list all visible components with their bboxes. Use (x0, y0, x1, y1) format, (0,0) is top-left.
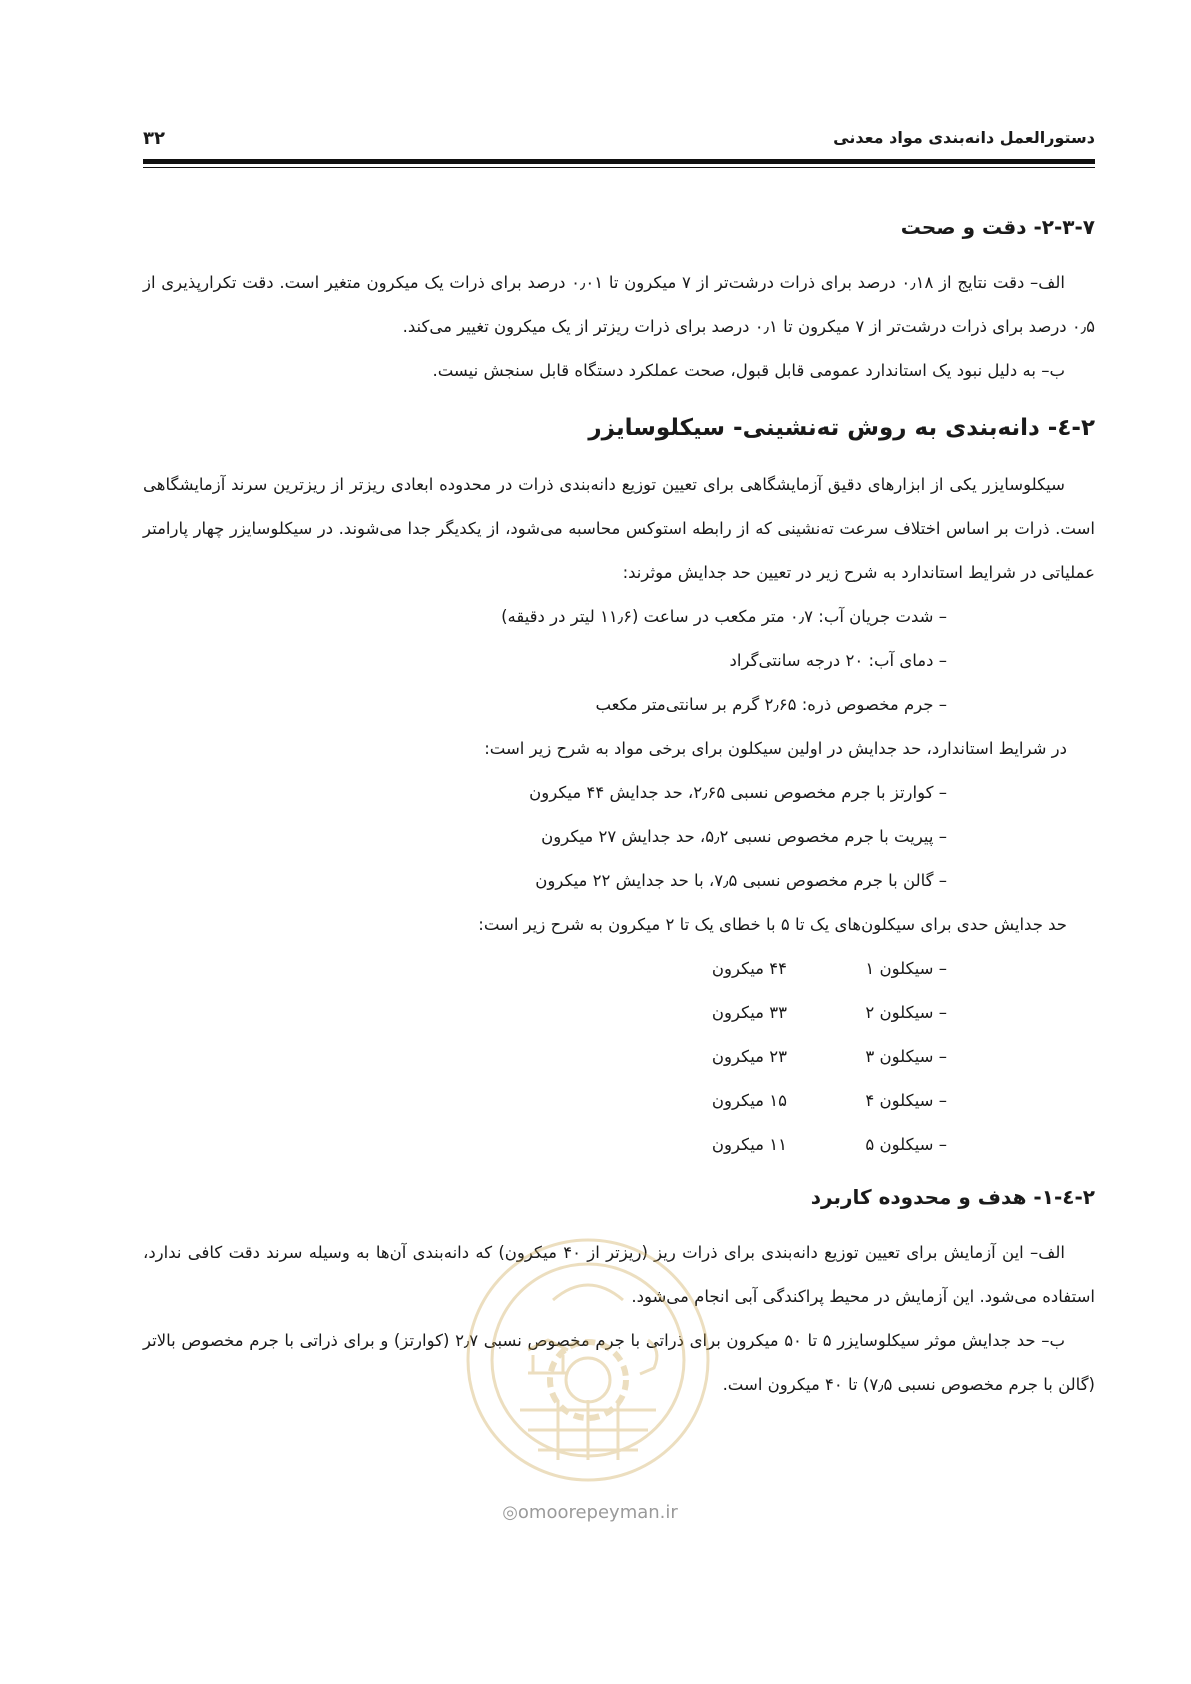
cyclone-name: – سیکلون ۵ (787, 1123, 947, 1167)
list-item: – پیریت با جرم مخصوص نسبی ۵٫۲، حد جدایش ۲۷ میکرون (143, 815, 1095, 859)
cyclone-row (143, 991, 1095, 1035)
cyclone-row (143, 947, 1095, 991)
watermark-site-text: omoorepeyman.ir (517, 1502, 678, 1523)
cyclone-name: – سیکلون ۲ (787, 991, 947, 1035)
parameter-list (143, 595, 1095, 727)
header-rule-thin (143, 167, 1095, 168)
section-heading-2-4: ۲-٤- دانه‌بندی به روش ته‌نشینی- سیکلوسایزر (588, 415, 1095, 441)
material-list (143, 771, 1095, 903)
cyclone-row (143, 1079, 1095, 1123)
document-title: دستورالعمل دانه‌بندی مواد معدنی (833, 128, 1095, 147)
list-item: – گالن با جرم مخصوص نسبی ۷٫۵، با حد جدایش ۲۲ میکرون (143, 859, 1095, 903)
page-body (143, 215, 1095, 1407)
list-item: – جرم مخصوص ذره: ۲٫۶۵ گرم بر سانتی‌متر مکعب (143, 683, 1095, 727)
cyclone-value: ۱۱ میکرون (711, 1135, 787, 1154)
cyclone-value: ۴۴ میکرون (711, 959, 787, 978)
cyclone-value: ۳۳ میکرون (711, 1003, 787, 1022)
watermark-site (460, 1502, 720, 1523)
paragraph-cut-size-lead: در شرایط استاندارد، حد جدایش در اولین سیکلون برای برخی مواد به شرح زیر است: (484, 739, 1067, 758)
cyclone-name: – سیکلون ۴ (787, 1079, 947, 1123)
globe-icon: ◎ (502, 1502, 518, 1523)
section-heading-2-3-7: ۲-۳-۷- دقت و صحت (900, 215, 1095, 239)
paragraph-scope-a: الف– این آزمایش برای تعیین توزیع دانه‌بندی برای ذرات ریز (ریزتر از ۴۰ میکرون) که دانه‌بندی آن‌ها به وسیله سرند دقت کافی ندارد، استفاده می‌شود. این آزمایش در محیط پراکندگی آبی انجام می‌شود. (143, 1243, 1095, 1306)
cyclone-value: ۲۳ میکرون (711, 1047, 787, 1066)
section-heading-2-4-1: ۲-٤-۱- هدف و محدوده کاربرد (810, 1185, 1095, 1209)
cyclone-name: – سیکلون ۱ (787, 947, 947, 991)
cyclone-value: ۱۵ میکرون (711, 1091, 787, 1110)
paragraph-cyclosizer-intro: سیکلوسایزر یکی از ابزارهای دقیق آزمایشگاهی برای تعیین توزیع دانه‌بندی ذرات در محدوده ابعادی ریزتر از ریزترین سرند آزمایشگاهی است. ذرات بر اساس اختلاف سرعت ته‌نشینی که از رابطه استوکس محاسبه می‌شود، از یکدیگر جدا می‌شوند. در سیکلوسایزر چهار پارامتر عملیاتی در شرایط استاندارد به شرح زیر در تعیین حد جدایش موثرند: (143, 475, 1095, 582)
paragraph-precision-b: ب– به دلیل نبود یک استاندارد عمومی قابل قبول، صحت عملکرد دستگاه قابل سنجش نیست. (432, 361, 1065, 380)
paragraph-scope-b: ب– حد جدایش موثر سیکلوسایزر ۵ تا ۵۰ میکرون برای ذراتی با جرم مخصوص نسبی ۲٫۷ (کوارتز) و برای ذراتی با جرم مخصوص بالاتر (گالن با جرم مخصوص نسبی ۷٫۵) تا ۴۰ میکرون است. (143, 1331, 1095, 1394)
page-header (143, 128, 1095, 150)
cyclone-row (143, 1123, 1095, 1167)
paragraph-precision-a: الف– دقت نتایج از ۰٫۱۸ درصد برای ذرات درشت‌تر از ۷ میکرون تا ۰٫۰۱ درصد برای ذرات یک میکرون متغیر است. دقت تکرارپذیری از ۰٫۵ درصد برای ذرات درشت‌تر از ۷ میکرون تا ۰٫۱ درصد برای ذرات ریزتر از یک میکرون تغییر می‌کند. (143, 273, 1095, 336)
paragraph-cyclone-lead: حد جدایش حدی برای سیکلون‌های یک تا ۵ با خطای یک تا ۲ میکرون به شرح زیر است: (478, 915, 1067, 934)
list-item: – شدت جریان آب: ۰٫۷ متر مکعب در ساعت (۱۱٫۶ لیتر در دقیقه) (143, 595, 1095, 639)
seal-watermark-logo (458, 1230, 718, 1490)
page-number: ۳۲ (143, 128, 165, 149)
list-item: – کوارتز با جرم مخصوص نسبی ۲٫۶۵، حد جدایش ۴۴ میکرون (143, 771, 1095, 815)
cyclone-row (143, 1035, 1095, 1079)
header-rule-thick (143, 159, 1095, 164)
cyclone-name: – سیکلون ۳ (787, 1035, 947, 1079)
cyclone-list (143, 947, 1095, 1167)
list-item: – دمای آب: ۲۰ درجه سانتی‌گراد (143, 639, 1095, 683)
